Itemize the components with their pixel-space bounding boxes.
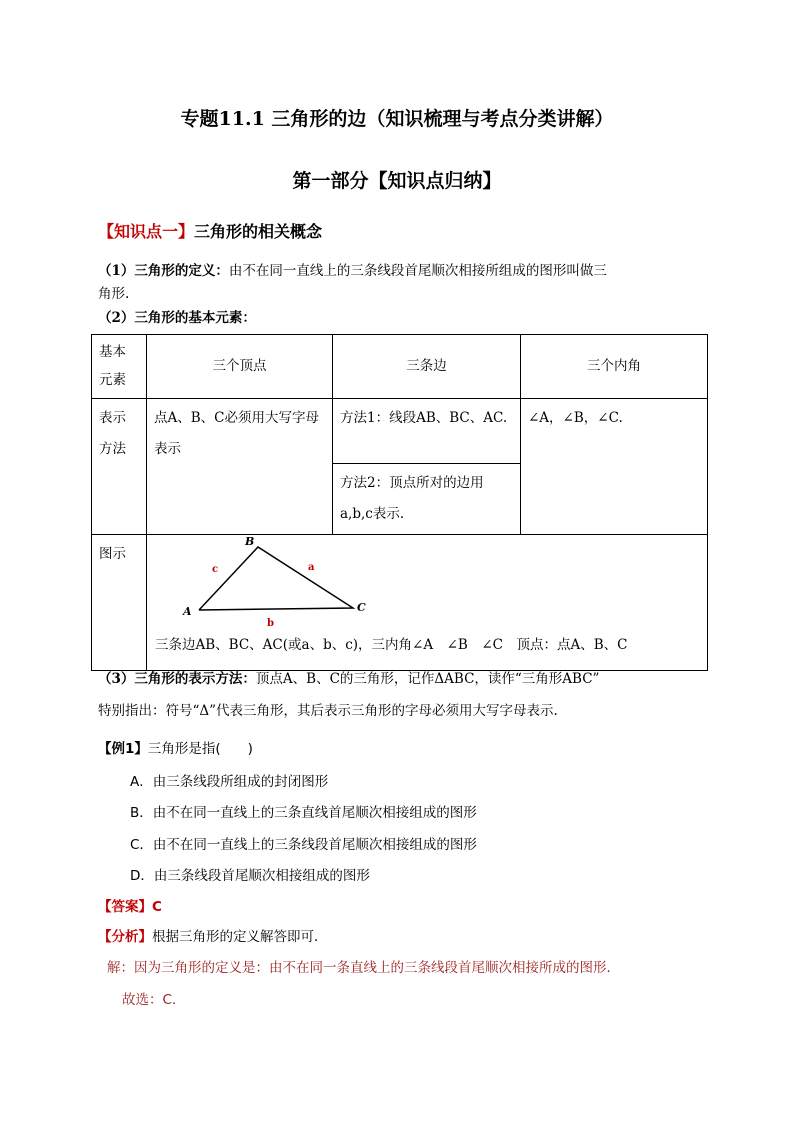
notation-paragraph: [98, 668, 718, 691]
basic-elements-label: （2）三角形的基本元素：: [98, 310, 256, 326]
page-title: 专题11.1 三角形的边（知识梳理与考点分类讲解）: [180, 108, 614, 130]
table-header-vertices: 三个顶点: [147, 335, 333, 399]
section-tag: 【知识点一】: [98, 222, 195, 241]
definition-paragraph: [98, 260, 708, 306]
definition-text-cont: 角形.: [98, 286, 130, 302]
definition-text: 由不在同一直线上的三条线段首尾顺次相接所组成的图形叫做三: [228, 263, 607, 279]
table-row-notation: [92, 399, 708, 464]
table-sides-method2: 方法2：顶点所对的边用a,b,c表示.: [333, 464, 521, 535]
table-row-label: 表示 方法: [92, 399, 147, 535]
table-header-angles: 三个内角: [521, 335, 708, 399]
triangle-shape: [199, 547, 353, 610]
option-b: B．由不在同一直线上的三条直线首尾顺次相接组成的图形: [130, 805, 477, 821]
table-row-figure: [92, 535, 708, 671]
table-figure-label: 图示: [92, 535, 147, 671]
special-note: 特别指出：符号“Δ”代表三角形，其后表示三角形的字母必须用大写字母表示.: [98, 703, 558, 719]
example-tag: 【例1】: [98, 741, 148, 757]
figure-caption: 三条边AB、BC、AC(或a、b、c)，三内角∠A ∠B ∠C 顶点：点A、B、C: [155, 637, 628, 653]
table-angles-note: ∠A，∠B，∠C.: [521, 399, 708, 535]
table-header-basic: 基本 元素: [92, 335, 147, 399]
example-heading: [98, 738, 253, 761]
table-vertices-note: 点A、B、C必须用大写字母表示: [147, 399, 333, 535]
table-sides-method1: 方法1：线段AB、BC、AC.: [333, 399, 521, 464]
option-a: A．由三条线段所组成的封闭图形: [130, 774, 329, 790]
notation-label: （3）三角形的表示方法：: [98, 671, 256, 687]
table-figure-cell: [147, 535, 708, 671]
definition-label: （1）三角形的定义：: [98, 263, 229, 279]
analysis-label: 【分析】: [98, 929, 152, 945]
section-title: 三角形的相关概念: [194, 222, 323, 241]
side-label-b: b: [267, 618, 274, 629]
answer-value: C: [152, 899, 162, 915]
choice-line: 故选：C．: [122, 992, 186, 1008]
option-c: C．由不在同一直线上的三条线段首尾顺次相接组成的图形: [130, 837, 477, 853]
table-header-row: [92, 335, 708, 399]
answer-label: 【答案】: [98, 899, 152, 915]
elements-table: [91, 334, 708, 671]
part-heading: 第一部分【知识点归纳】: [292, 170, 502, 192]
analysis-text: 根据三角形的定义解答即可．: [152, 929, 328, 945]
table-header-sides: 三条边: [333, 335, 521, 399]
vertex-label-a: A: [183, 605, 192, 618]
section-heading: [98, 219, 322, 242]
analysis-line: [98, 926, 328, 949]
example-question: 三角形是指( ): [147, 741, 253, 757]
vertex-label-b: B: [245, 537, 255, 548]
option-d: D．由三条线段首尾顺次相接组成的图形: [130, 868, 370, 884]
triangle-figure: [155, 537, 715, 632]
solution-line: 解：因为三角形的定义是：由不在同一条直线上的三条线段首尾顺次相接所成的图形．: [107, 960, 620, 976]
answer-line: [98, 896, 162, 919]
vertex-label-c: C: [357, 601, 366, 614]
side-label-a: a: [308, 562, 315, 573]
side-label-c: c: [212, 564, 219, 575]
notation-text: 顶点A、B、C的三角形，记作ΔABC，读作“三角形ABC”: [255, 671, 600, 687]
